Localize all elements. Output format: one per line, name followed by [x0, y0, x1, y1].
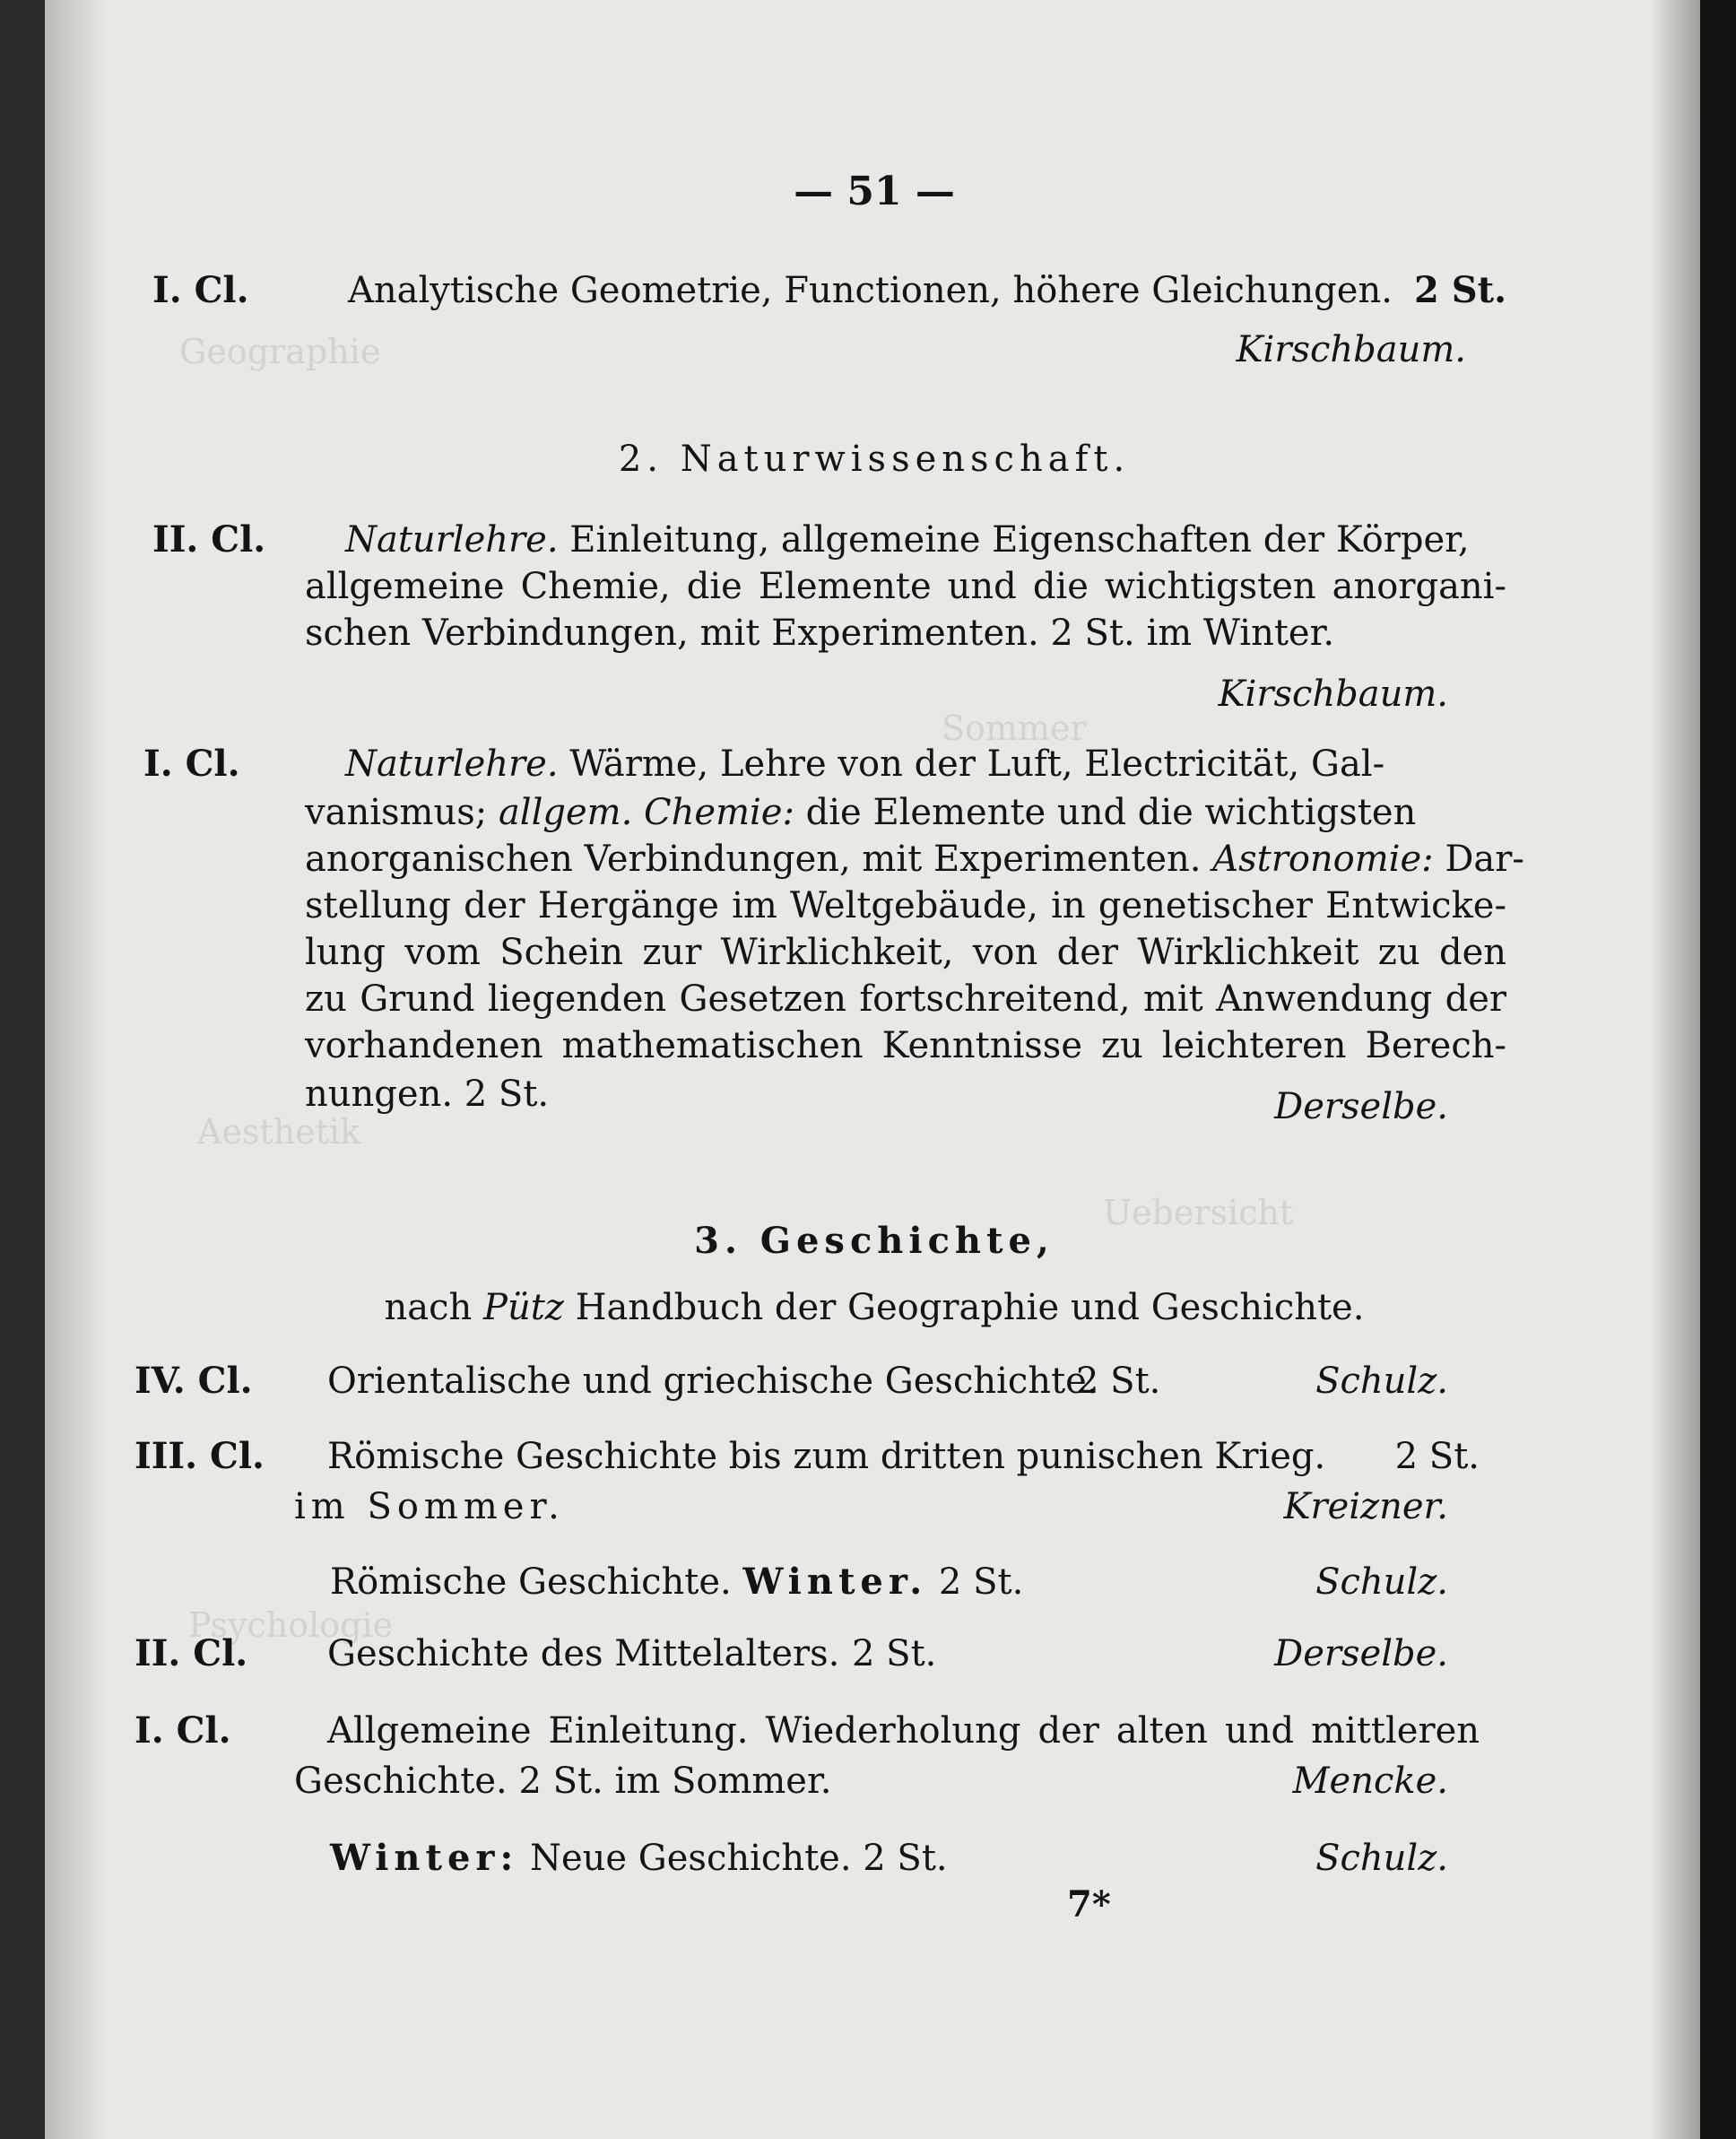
entry-line: im Sommer. Kreizner. [294, 1486, 1448, 1527]
class-label: II. Cl. [135, 1632, 248, 1674]
entry-line: lung vom Schein zur Wirklichkeit, von der Wirklichkeit zu den [305, 932, 1506, 973]
book-page: Geographie Sommer Aesthetik Uebersicht Psychologie — 51 — I. Cl. Analytische Geometrie, Functionen, höhere Gleichungen. 2 St. Kirschbaum. 2. Naturwissenschaft. II. Cl. Naturlehre. Einleitung, allgemeine Eigenschaften der Körper, allgemeine Chemie, die Elemente und die wichtigsten anorgani- schen Verbindungen, mit Experimenten. 2 St. im Winter. Kirschbaum. I. Cl. Naturlehre. Wärme, Lehre von der Luft, Electricität, Gal- vanismus; allgem. Chemie: die Elemente und die wichtigsten anorganischen Verbindungen, mit Experimenten. Astronomie: Dar- stellung der Hergänge im Weltgebäude, in genetischer Entwicke- lung vom Schein zur Wirklichkeit, von der Wirklichkeit zu den zu Grund liegenden Gesetzen fortschreitend, mit Anwendung der vorhandenen mathematischen Kenntnisse zu leichteren Berech- nungen. 2 St. Derselbe. 3. Geschichte, nach Pütz Handbuch der Geographie und Geschichte. IV. Cl. Orientalische und griechische Geschichte. 2 St. Schulz. III. Cl. Römische Geschichte bis zum dritten punischen Krieg. 2 St. im Sommer. Kreizner. Römische Geschichte. Winter. 2 St. Schulz. II. Cl. Geschichte des Mittelalters. 2 St. Derselbe. I. Cl. Allgemeine Einleitung. Wiederholung der alten und mittleren Geschichte. 2 St. im Sommer. Mencke. Winter: Neue Geschichte. 2 St. Schulz. 7* [45, 0, 1704, 2139]
section-subheading: nach Pütz Handbuch der Geographie und Geschichte. [384, 1287, 1365, 1328]
history-i-entry [135, 1709, 231, 1752]
math-entry [152, 269, 1506, 312]
teacher-name: Schulz. [1315, 1561, 1448, 1603]
entry-line: Römische Geschichte. Winter. 2 St. Schulz. [330, 1561, 1448, 1603]
entry-line: Naturlehre. Wärme, Lehre von der Luft, Electricität, Gal- [345, 743, 1385, 785]
teacher-name: Kirschbaum. [1218, 674, 1448, 715]
section-heading-naturwissenschaft: 2. Naturwissenschaft. [618, 439, 1131, 480]
entry-line: Allgemeine Einleitung. Wiederholung der alten und mittleren [327, 1710, 1480, 1752]
teacher-name: Schulz. [1315, 1361, 1448, 1402]
entry-line: vorhandenen mathematischen Kenntnisse zu leichteren Berech- [305, 1025, 1506, 1066]
entry-line: anorganischen Verbindungen, mit Experimenten. Astronomie: Dar- [305, 839, 1524, 880]
teacher-name: Kirschbaum. [1236, 329, 1466, 370]
class-label: III. Cl. [135, 1435, 265, 1477]
teacher-name: Mencke. [1292, 1761, 1448, 1802]
teacher-name: Kreizner. [1283, 1486, 1448, 1527]
class-label: I. Cl. [135, 1709, 231, 1752]
teacher-name: Derselbe. [1274, 1633, 1448, 1674]
class-label: I. Cl. [143, 743, 240, 785]
hours: 2 St. [1413, 269, 1506, 311]
entry-text: Analytische Geometrie, Functionen, höhere Gleichungen. [348, 270, 1393, 311]
class-label: IV. Cl. [135, 1360, 253, 1402]
teacher-name: Derselbe. [1274, 1086, 1448, 1127]
history-iii-entry: III. Cl. Römische Geschichte bis zum dritten punischen Krieg. 2 St. [135, 1435, 1480, 1477]
entry-line: stellung der Hergänge im Weltgebäude, in genetischer Entwicke- [305, 885, 1506, 926]
entry-line: allgemeine Chemie, die Elemente und die wichtigsten anorgani- [305, 566, 1506, 607]
page-edge-shadow [1700, 0, 1736, 2139]
entry-line: Winter: Neue Geschichte. 2 St. Schulz. [330, 1837, 1448, 1879]
entry-line: zu Grund liegenden Gesetzen fortschreitend, mit Anwendung der [305, 978, 1506, 1020]
entry-line: Naturlehre. Einleitung, allgemeine Eigenschaften der Körper, [345, 519, 1470, 561]
page-number: — 51 — [794, 169, 955, 214]
history-iv-entry: IV. Cl. Orientalische und griechische Geschichte. 2 St. Schulz. [135, 1360, 1448, 1402]
teacher-name: Schulz. [1315, 1838, 1448, 1879]
class-label: I. Cl. [152, 269, 249, 311]
entry-line: schen Verbindungen, mit Experimenten. 2 St. im Winter. [305, 613, 1335, 654]
physics-i-entry [143, 743, 240, 786]
class-label: II. Cl. [152, 518, 266, 561]
entry-line: vanismus; allgem. Chemie: die Elemente und die wichtigsten [305, 792, 1417, 833]
signature-mark: 7* [1067, 1883, 1111, 1926]
entry-line: nungen. 2 St. [305, 1074, 550, 1115]
history-ii-entry: II. Cl. Geschichte des Mittelalters. 2 St. Derselbe. [135, 1632, 1448, 1674]
entry-line: Geschichte. 2 St. im Sommer. Mencke. [294, 1761, 1448, 1802]
section-heading-geschichte: 3. Geschichte, [694, 1220, 1055, 1262]
